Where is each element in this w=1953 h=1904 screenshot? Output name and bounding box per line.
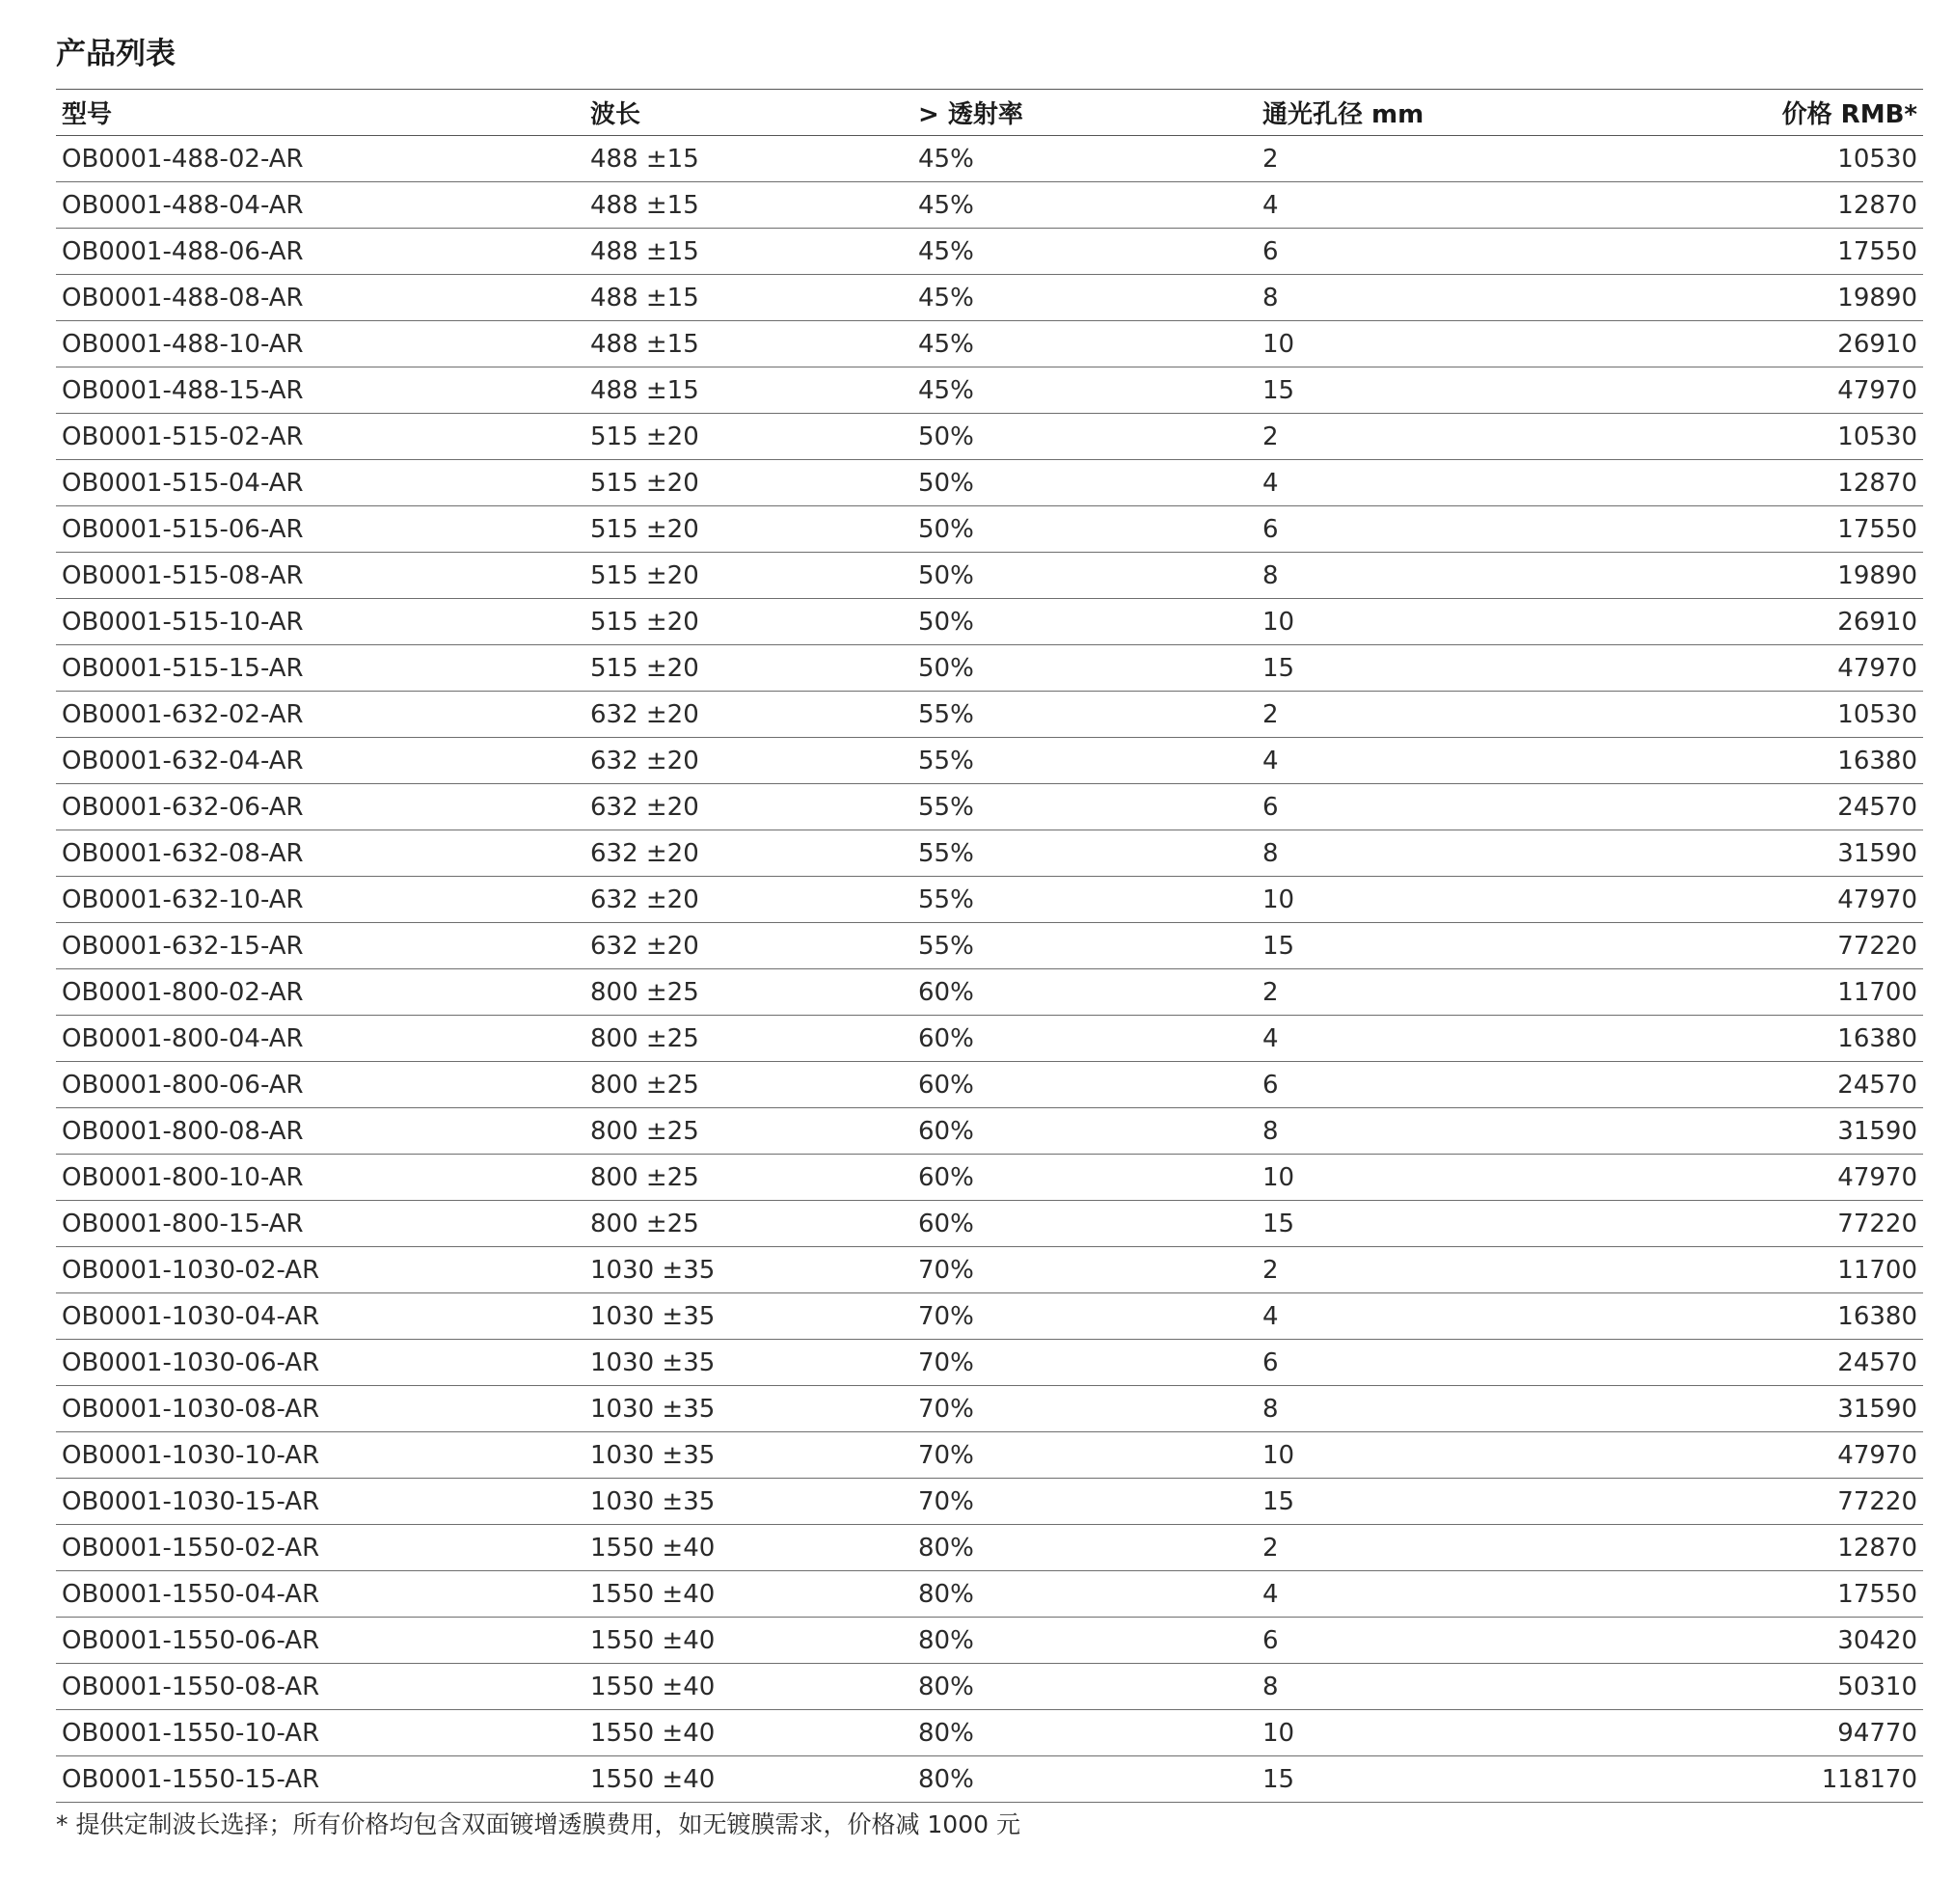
cell-wavelength: 515 ±20 bbox=[590, 560, 699, 590]
cell-price: 19890 bbox=[1837, 560, 1917, 590]
cell-model: OB0001-632-15-AR bbox=[62, 931, 304, 961]
cell-wavelength: 632 ±20 bbox=[590, 792, 699, 822]
cell-transmittance: 55% bbox=[918, 884, 974, 914]
table-row bbox=[56, 1710, 1923, 1756]
header-price: 价格 RMB* bbox=[1781, 100, 1917, 129]
cell-transmittance: 80% bbox=[918, 1625, 974, 1655]
cell-transmittance: 60% bbox=[918, 1023, 974, 1053]
cell-wavelength: 515 ±20 bbox=[590, 653, 699, 683]
header-model: 型号 bbox=[62, 100, 113, 129]
cell-model: OB0001-1030-04-AR bbox=[62, 1301, 320, 1331]
cell-model: OB0001-632-02-AR bbox=[62, 699, 304, 729]
cell-aperture: 2 bbox=[1262, 699, 1279, 729]
cell-wavelength: 1030 ±35 bbox=[590, 1301, 716, 1331]
cell-price: 19890 bbox=[1837, 283, 1917, 313]
cell-price: 47970 bbox=[1837, 884, 1917, 914]
table-row bbox=[56, 692, 1923, 738]
cell-wavelength: 800 ±25 bbox=[590, 977, 699, 1007]
cell-aperture: 8 bbox=[1262, 838, 1279, 868]
page-title: 产品列表 bbox=[56, 37, 176, 71]
header-row bbox=[56, 90, 1923, 136]
cell-transmittance: 50% bbox=[918, 422, 974, 451]
cell-aperture: 8 bbox=[1262, 1672, 1279, 1701]
cell-model: OB0001-488-10-AR bbox=[62, 329, 304, 359]
cell-aperture: 10 bbox=[1262, 1440, 1295, 1470]
cell-price: 12870 bbox=[1837, 468, 1917, 498]
cell-model: OB0001-515-15-AR bbox=[62, 653, 304, 683]
cell-model: OB0001-800-15-AR bbox=[62, 1209, 304, 1238]
table-row bbox=[56, 1016, 1923, 1062]
table-row bbox=[56, 1293, 1923, 1340]
cell-wavelength: 800 ±25 bbox=[590, 1116, 699, 1146]
cell-price: 47970 bbox=[1837, 1440, 1917, 1470]
cell-price: 50310 bbox=[1837, 1672, 1917, 1701]
header-aperture: 通光孔径 mm bbox=[1262, 100, 1424, 129]
cell-model: OB0001-488-04-AR bbox=[62, 190, 304, 220]
cell-transmittance: 55% bbox=[918, 699, 974, 729]
cell-transmittance: 80% bbox=[918, 1533, 974, 1563]
cell-model: OB0001-515-04-AR bbox=[62, 468, 304, 498]
cell-model: OB0001-1030-06-AR bbox=[62, 1347, 320, 1377]
table-row bbox=[56, 830, 1923, 877]
cell-model: OB0001-632-08-AR bbox=[62, 838, 304, 868]
cell-aperture: 8 bbox=[1262, 283, 1279, 313]
cell-transmittance: 50% bbox=[918, 607, 974, 637]
cell-model: OB0001-1550-08-AR bbox=[62, 1672, 320, 1701]
cell-model: OB0001-1550-04-AR bbox=[62, 1579, 320, 1609]
table-header bbox=[56, 90, 1923, 136]
cell-price: 11700 bbox=[1837, 1255, 1917, 1285]
cell-aperture: 6 bbox=[1262, 236, 1279, 266]
header-transmittance: > 透射率 bbox=[918, 100, 1023, 129]
table-row bbox=[56, 1756, 1923, 1803]
cell-transmittance: 50% bbox=[918, 514, 974, 544]
cell-wavelength: 1030 ±35 bbox=[590, 1394, 716, 1424]
cell-wavelength: 632 ±20 bbox=[590, 746, 699, 775]
cell-model: OB0001-1550-10-AR bbox=[62, 1718, 320, 1748]
cell-wavelength: 1030 ±35 bbox=[590, 1255, 716, 1285]
cell-model: OB0001-1030-02-AR bbox=[62, 1255, 320, 1285]
cell-price: 17550 bbox=[1837, 514, 1917, 544]
table-row bbox=[56, 1062, 1923, 1108]
cell-aperture: 8 bbox=[1262, 1116, 1279, 1146]
cell-price: 47970 bbox=[1837, 1162, 1917, 1192]
cell-aperture: 6 bbox=[1262, 1625, 1279, 1655]
cell-model: OB0001-800-10-AR bbox=[62, 1162, 304, 1192]
cell-wavelength: 488 ±15 bbox=[590, 236, 699, 266]
cell-model: OB0001-800-06-AR bbox=[62, 1070, 304, 1100]
cell-price: 31590 bbox=[1837, 838, 1917, 868]
cell-transmittance: 60% bbox=[918, 1162, 974, 1192]
cell-price: 47970 bbox=[1837, 375, 1917, 405]
cell-aperture: 4 bbox=[1262, 468, 1279, 498]
cell-transmittance: 70% bbox=[918, 1486, 974, 1516]
cell-price: 26910 bbox=[1837, 329, 1917, 359]
cell-model: OB0001-1550-06-AR bbox=[62, 1625, 320, 1655]
cell-wavelength: 1030 ±35 bbox=[590, 1486, 716, 1516]
cell-transmittance: 50% bbox=[918, 560, 974, 590]
cell-aperture: 8 bbox=[1262, 560, 1279, 590]
cell-wavelength: 515 ±20 bbox=[590, 514, 699, 544]
cell-price: 10530 bbox=[1837, 699, 1917, 729]
cell-wavelength: 632 ±20 bbox=[590, 931, 699, 961]
table-row bbox=[56, 969, 1923, 1016]
cell-transmittance: 55% bbox=[918, 931, 974, 961]
cell-wavelength: 488 ±15 bbox=[590, 144, 699, 174]
cell-transmittance: 55% bbox=[918, 746, 974, 775]
cell-transmittance: 50% bbox=[918, 653, 974, 683]
table-row bbox=[56, 182, 1923, 229]
cell-aperture: 2 bbox=[1262, 1533, 1279, 1563]
table-row bbox=[56, 645, 1923, 692]
cell-model: OB0001-632-10-AR bbox=[62, 884, 304, 914]
table-row bbox=[56, 367, 1923, 414]
cell-transmittance: 70% bbox=[918, 1394, 974, 1424]
cell-price: 77220 bbox=[1837, 931, 1917, 961]
cell-model: OB0001-1030-15-AR bbox=[62, 1486, 320, 1516]
cell-wavelength: 632 ±20 bbox=[590, 838, 699, 868]
table-row bbox=[56, 275, 1923, 321]
document-page bbox=[56, 33, 1923, 1840]
cell-aperture: 4 bbox=[1262, 1579, 1279, 1609]
cell-price: 16380 bbox=[1837, 1023, 1917, 1053]
cell-transmittance: 60% bbox=[918, 1070, 974, 1100]
cell-price: 12870 bbox=[1837, 1533, 1917, 1563]
cell-price: 30420 bbox=[1837, 1625, 1917, 1655]
cell-transmittance: 45% bbox=[918, 144, 974, 174]
table-row bbox=[56, 1386, 1923, 1432]
cell-aperture: 2 bbox=[1262, 422, 1279, 451]
cell-model: OB0001-515-10-AR bbox=[62, 607, 304, 637]
cell-transmittance: 70% bbox=[918, 1440, 974, 1470]
cell-wavelength: 800 ±25 bbox=[590, 1023, 699, 1053]
table-row bbox=[56, 1664, 1923, 1710]
cell-wavelength: 488 ±15 bbox=[590, 329, 699, 359]
cell-model: OB0001-1030-10-AR bbox=[62, 1440, 320, 1470]
cell-price: 77220 bbox=[1837, 1209, 1917, 1238]
table-row bbox=[56, 1571, 1923, 1618]
cell-aperture: 15 bbox=[1262, 653, 1295, 683]
cell-wavelength: 632 ±20 bbox=[590, 884, 699, 914]
table-row bbox=[56, 599, 1923, 645]
cell-model: OB0001-632-04-AR bbox=[62, 746, 304, 775]
table-row bbox=[56, 1108, 1923, 1155]
table-row bbox=[56, 1479, 1923, 1525]
cell-transmittance: 60% bbox=[918, 977, 974, 1007]
cell-transmittance: 70% bbox=[918, 1255, 974, 1285]
cell-transmittance: 45% bbox=[918, 190, 974, 220]
cell-transmittance: 45% bbox=[918, 236, 974, 266]
table-row bbox=[56, 553, 1923, 599]
cell-model: OB0001-1550-02-AR bbox=[62, 1533, 320, 1563]
cell-model: OB0001-488-15-AR bbox=[62, 375, 304, 405]
cell-wavelength: 800 ±25 bbox=[590, 1209, 699, 1238]
cell-aperture: 10 bbox=[1262, 884, 1295, 914]
cell-price: 31590 bbox=[1837, 1116, 1917, 1146]
cell-transmittance: 45% bbox=[918, 329, 974, 359]
table-row bbox=[56, 414, 1923, 460]
cell-price: 94770 bbox=[1837, 1718, 1917, 1748]
table-row bbox=[56, 1201, 1923, 1247]
table-row bbox=[56, 506, 1923, 553]
table-row bbox=[56, 877, 1923, 923]
table-row bbox=[56, 784, 1923, 830]
table-row bbox=[56, 460, 1923, 506]
cell-model: OB0001-515-06-AR bbox=[62, 514, 304, 544]
cell-aperture: 6 bbox=[1262, 514, 1279, 544]
cell-wavelength: 1550 ±40 bbox=[590, 1764, 716, 1794]
cell-transmittance: 80% bbox=[918, 1579, 974, 1609]
table-row bbox=[56, 1618, 1923, 1664]
cell-wavelength: 515 ±20 bbox=[590, 422, 699, 451]
cell-model: OB0001-1550-15-AR bbox=[62, 1764, 320, 1794]
cell-wavelength: 800 ±25 bbox=[590, 1162, 699, 1192]
cell-transmittance: 55% bbox=[918, 792, 974, 822]
cell-transmittance: 55% bbox=[918, 838, 974, 868]
cell-price: 17550 bbox=[1837, 236, 1917, 266]
cell-price: 24570 bbox=[1837, 792, 1917, 822]
cell-model: OB0001-488-06-AR bbox=[62, 236, 304, 266]
cell-aperture: 2 bbox=[1262, 977, 1279, 1007]
cell-aperture: 10 bbox=[1262, 607, 1295, 637]
cell-aperture: 6 bbox=[1262, 792, 1279, 822]
cell-transmittance: 80% bbox=[918, 1672, 974, 1701]
cell-aperture: 4 bbox=[1262, 1023, 1279, 1053]
cell-price: 26910 bbox=[1837, 607, 1917, 637]
cell-price: 77220 bbox=[1837, 1486, 1917, 1516]
cell-aperture: 15 bbox=[1262, 1209, 1295, 1238]
cell-model: OB0001-515-08-AR bbox=[62, 560, 304, 590]
product-table bbox=[56, 89, 1923, 1803]
cell-model: OB0001-800-02-AR bbox=[62, 977, 304, 1007]
cell-wavelength: 632 ±20 bbox=[590, 699, 699, 729]
cell-price: 16380 bbox=[1837, 1301, 1917, 1331]
cell-wavelength: 488 ±15 bbox=[590, 375, 699, 405]
cell-aperture: 4 bbox=[1262, 1301, 1279, 1331]
cell-wavelength: 800 ±25 bbox=[590, 1070, 699, 1100]
cell-wavelength: 515 ±20 bbox=[590, 607, 699, 637]
cell-aperture: 15 bbox=[1262, 1486, 1295, 1516]
table-row bbox=[56, 1525, 1923, 1571]
cell-model: OB0001-632-06-AR bbox=[62, 792, 304, 822]
cell-aperture: 15 bbox=[1262, 375, 1295, 405]
cell-wavelength: 1030 ±35 bbox=[590, 1347, 716, 1377]
cell-aperture: 2 bbox=[1262, 144, 1279, 174]
table-row bbox=[56, 738, 1923, 784]
cell-aperture: 15 bbox=[1262, 1764, 1295, 1794]
cell-price: 24570 bbox=[1837, 1070, 1917, 1100]
cell-price: 12870 bbox=[1837, 190, 1917, 220]
table-row bbox=[56, 229, 1923, 275]
cell-price: 10530 bbox=[1837, 144, 1917, 174]
cell-wavelength: 1550 ±40 bbox=[590, 1672, 716, 1701]
cell-wavelength: 1030 ±35 bbox=[590, 1440, 716, 1470]
cell-wavelength: 1550 ±40 bbox=[590, 1718, 716, 1748]
cell-transmittance: 60% bbox=[918, 1209, 974, 1238]
table-row bbox=[56, 1247, 1923, 1293]
cell-price: 17550 bbox=[1837, 1579, 1917, 1609]
cell-model: OB0001-515-02-AR bbox=[62, 422, 304, 451]
cell-model: OB0001-1030-08-AR bbox=[62, 1394, 320, 1424]
cell-model: OB0001-488-08-AR bbox=[62, 283, 304, 313]
cell-aperture: 15 bbox=[1262, 931, 1295, 961]
cell-model: OB0001-800-08-AR bbox=[62, 1116, 304, 1146]
cell-wavelength: 515 ±20 bbox=[590, 468, 699, 498]
cell-price: 16380 bbox=[1837, 746, 1917, 775]
cell-aperture: 2 bbox=[1262, 1255, 1279, 1285]
cell-transmittance: 60% bbox=[918, 1116, 974, 1146]
table-row bbox=[56, 1340, 1923, 1386]
cell-aperture: 10 bbox=[1262, 1718, 1295, 1748]
cell-price: 10530 bbox=[1837, 422, 1917, 451]
table-row bbox=[56, 321, 1923, 367]
cell-transmittance: 45% bbox=[918, 283, 974, 313]
cell-aperture: 4 bbox=[1262, 746, 1279, 775]
cell-price: 11700 bbox=[1837, 977, 1917, 1007]
cell-aperture: 4 bbox=[1262, 190, 1279, 220]
cell-wavelength: 1550 ±40 bbox=[590, 1533, 716, 1563]
cell-wavelength: 488 ±15 bbox=[590, 190, 699, 220]
cell-transmittance: 45% bbox=[918, 375, 974, 405]
cell-transmittance: 70% bbox=[918, 1347, 974, 1377]
header-wavelength: 波长 bbox=[590, 100, 641, 129]
table-body bbox=[56, 136, 1923, 1803]
cell-transmittance: 80% bbox=[918, 1718, 974, 1748]
table-row bbox=[56, 923, 1923, 969]
cell-price: 118170 bbox=[1821, 1764, 1917, 1794]
cell-wavelength: 488 ±15 bbox=[590, 283, 699, 313]
table-row bbox=[56, 136, 1923, 182]
cell-price: 47970 bbox=[1837, 653, 1917, 683]
cell-aperture: 6 bbox=[1262, 1347, 1279, 1377]
table-row bbox=[56, 1155, 1923, 1201]
cell-aperture: 10 bbox=[1262, 329, 1295, 359]
cell-model: OB0001-488-02-AR bbox=[62, 144, 304, 174]
cell-transmittance: 50% bbox=[918, 468, 974, 498]
cell-price: 31590 bbox=[1837, 1394, 1917, 1424]
cell-wavelength: 1550 ±40 bbox=[590, 1579, 716, 1609]
cell-transmittance: 70% bbox=[918, 1301, 974, 1331]
cell-model: OB0001-800-04-AR bbox=[62, 1023, 304, 1053]
table-row bbox=[56, 1432, 1923, 1479]
cell-transmittance: 80% bbox=[918, 1764, 974, 1794]
footnote: * 提供定制波长选择；所有价格均包含双面镀增透膜费用，如无镀膜需求，价格减 1000 元 bbox=[56, 1810, 1020, 1838]
cell-aperture: 10 bbox=[1262, 1162, 1295, 1192]
cell-aperture: 8 bbox=[1262, 1394, 1279, 1424]
cell-price: 24570 bbox=[1837, 1347, 1917, 1377]
cell-wavelength: 1550 ±40 bbox=[590, 1625, 716, 1655]
cell-aperture: 6 bbox=[1262, 1070, 1279, 1100]
